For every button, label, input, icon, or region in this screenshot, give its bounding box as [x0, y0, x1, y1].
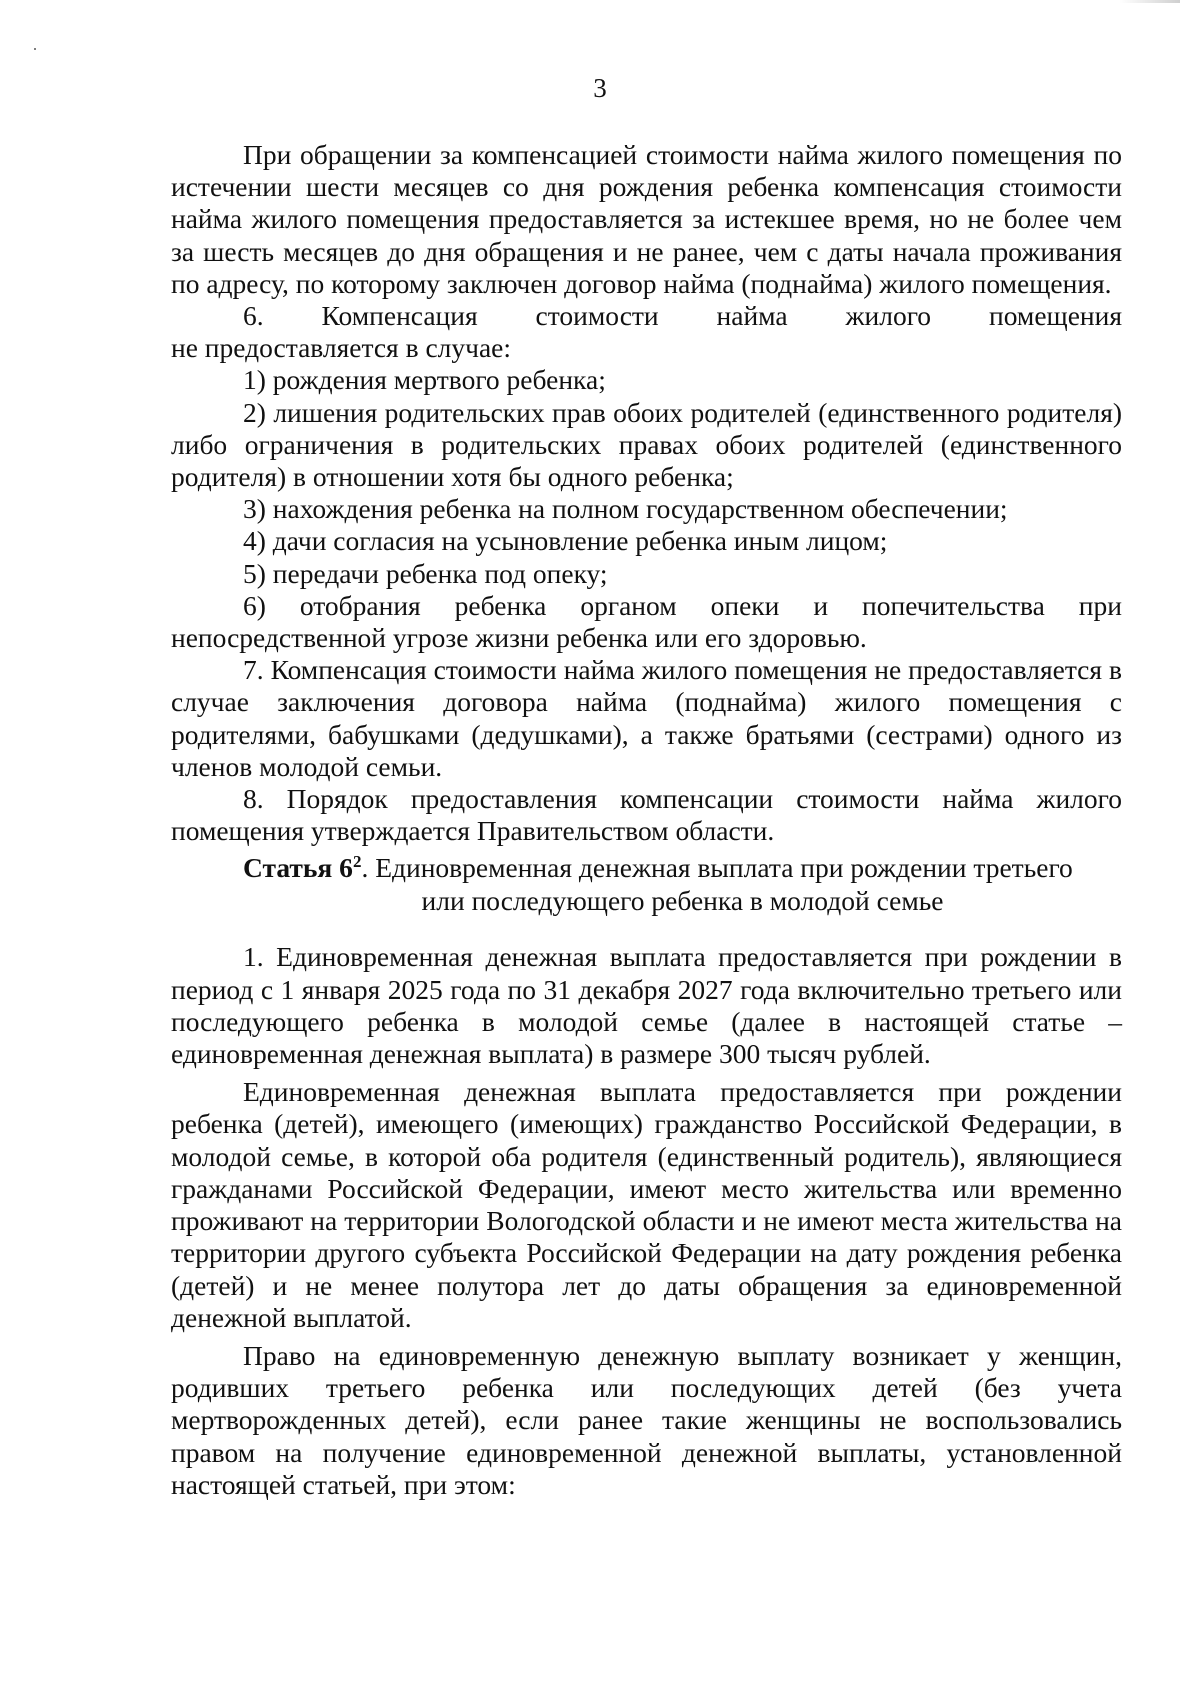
list-item-6-4: 4) дачи согласия на усыновление ребенка иным лицом;: [243, 525, 888, 557]
list-item-6-6: 6) отобрания ребенка органом опеки и попечительства при непосредственной угрозе жизни ребенка или его здоровью.: [171, 589, 1122, 654]
list-item-6-2: 2) лишения родительских прав обоих родителей (единственного родителя) либо ограничения в родительских правах обоих родителей (единственного родителя) в отношении хотя бы одного ребенка;: [171, 396, 1122, 493]
scan-edge-mark: [1120, 0, 1180, 3]
article-paragraph-1: 1. Единовременная денежная выплата предоставляется при рождении в период с 1 января 2025 года по 31 декабря 2027 года включительно третьего или последующего ребенка в молодой семье (далее в настоящей статье – единовременная денежная выплата) в размере 300 тысяч рублей.: [171, 941, 1122, 1070]
article-paragraph-2: Единовременная денежная выплата предоставляется при рождении ребенка (детей), имеющего (имеющих) гражданство Российской Федерации, в молодой семье, в которой оба родителя (единственный родитель), являющиеся гражданами Российской Федерации, имеют место жительства или временно проживают на территории Вологодской области и не имеют места жительства на территории другого субъекта Российской Федерации на дату рождения ребенка (детей) и не менее полутора лет до даты обращения за единовременной денежной выплатой.: [171, 1076, 1122, 1333]
paragraph-compensation-period: При обращении за компенсацией стоимости найма жилого помещения по истечении шести месяцев со дня рождения ребенка компенсация стоимости найма жилого помещения предоставляется за истекшее время, но не более чем за шесть месяцев до дня обращения и не ранее, чем с даты начала проживания по адресу, по которому заключен договор найма (поднайма) жилого помещения.: [171, 139, 1122, 299]
list-item-6-5: 5) передачи ребенка под опеку;: [243, 557, 608, 589]
article-superscript: 2: [352, 852, 362, 872]
list-item-6-3: 3) нахождения ребенка на полном государственном обеспечении;: [243, 493, 1008, 525]
scan-speck: [34, 48, 36, 50]
article-heading-line1: [243, 851, 1122, 884]
article-title-part1: . Единовременная денежная выплата при рождении третьего: [361, 852, 1073, 884]
document-body: [171, 139, 1122, 1501]
article-paragraph-3: Право на единовременную денежную выплату возникает у женщин, родивших третьего ребенка или последующих детей (без учета мертворожденных детей), если ранее такие женщины не воспользовались правом на получение единовременной денежной выплаты, установленной настоящей статьей, при этом:: [171, 1339, 1122, 1500]
paragraph-8: 8. Порядок предоставления компенсации стоимости найма жилого помещения утверждается Правительством области.: [171, 783, 1122, 847]
page-number: 3: [593, 73, 607, 103]
paragraph-6-line2: не предоставляется в случае:: [171, 332, 512, 364]
paragraph-7: 7. Компенсация стоимости найма жилого помещения не предоставляется в случае заключения договора найма (поднайма) жилого помещения с родителями, бабушками (дедушками), а также братьями (сестрами) одного из членов молодой семьи.: [171, 654, 1122, 782]
article-label: Статья 6: [243, 852, 353, 884]
paragraph-6-line1: 6. Компенсация стоимости найма жилого помещения: [243, 300, 1122, 332]
article-heading: [171, 851, 1122, 917]
article-title-part2: или последующего ребенка в молодой семье: [421, 885, 944, 917]
spacer: [171, 917, 1122, 941]
list-item-6-1: 1) рождения мертвого ребенка;: [243, 364, 606, 396]
